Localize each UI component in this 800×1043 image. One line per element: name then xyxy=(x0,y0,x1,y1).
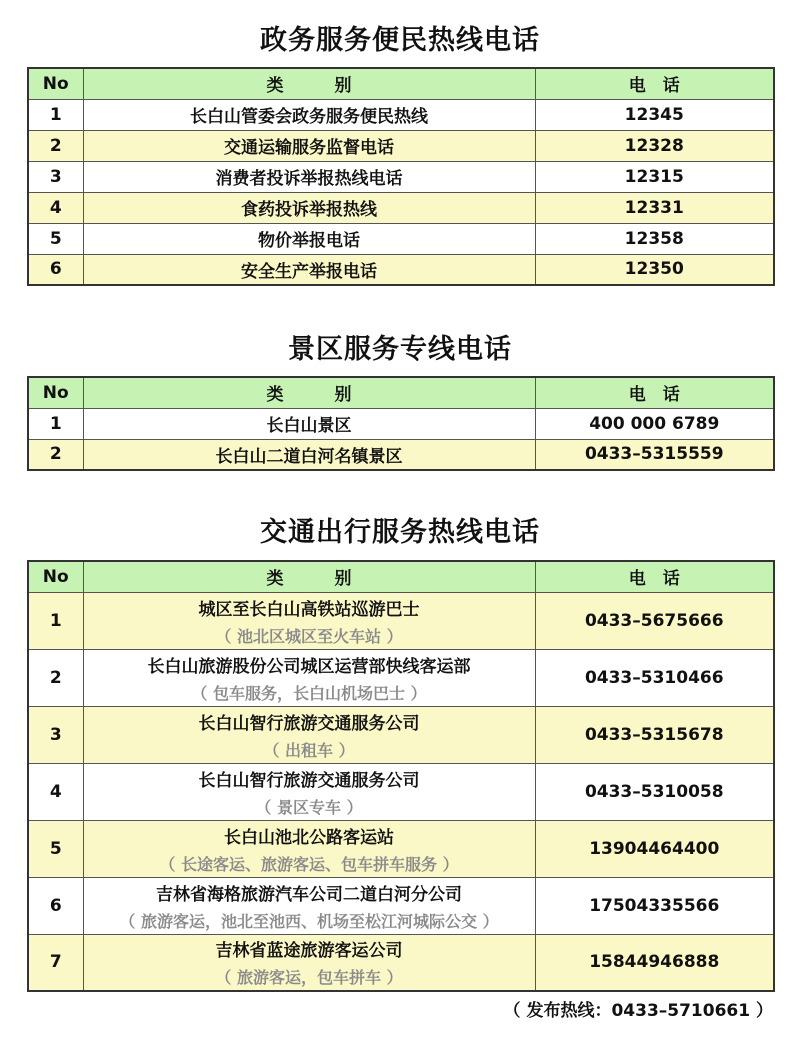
row-category-note: （ 旅游客运，池北至池西、机场至松江河城际公交 ） xyxy=(119,911,499,931)
row-phone[interactable]: 0433–5315559 xyxy=(535,439,774,470)
row-category: 安全生产举报电话 xyxy=(83,254,535,285)
row-number: 7 xyxy=(28,934,83,991)
row-phone[interactable]: 0433–5310058 xyxy=(535,763,774,820)
table-row xyxy=(28,877,774,934)
row-category-name: 吉林省蓝途旅游客运公司 xyxy=(215,941,403,962)
row-number: 1 xyxy=(28,408,83,439)
row-category xyxy=(83,649,535,706)
header-category: 类 别 xyxy=(83,68,535,99)
row-category xyxy=(83,592,535,649)
row-phone[interactable]: 12345 xyxy=(535,99,774,130)
row-number: 3 xyxy=(28,161,83,192)
table-row xyxy=(28,934,774,991)
row-number: 5 xyxy=(28,820,83,877)
row-category-note: （ 出租车 ） xyxy=(263,740,355,760)
row-category-name: 长白山智行旅游交通服务公司 xyxy=(198,770,420,791)
row-category-name: 吉林省海格旅游汽车公司二道白河分公司 xyxy=(156,884,462,905)
row-phone[interactable]: 12328 xyxy=(535,130,774,161)
row-number: 2 xyxy=(28,649,83,706)
header-phone: 电 话 xyxy=(535,68,774,99)
table-row xyxy=(28,439,774,470)
row-phone[interactable]: 12315 xyxy=(535,161,774,192)
table-row xyxy=(28,192,774,223)
row-phone[interactable]: 0433–5675666 xyxy=(535,592,774,649)
section-title-government-hotlines: 政务服务便民热线电话 xyxy=(260,25,540,56)
header-phone: 电 话 xyxy=(535,377,774,408)
section-title-scenic-hotlines: 景区服务专线电话 xyxy=(288,334,512,365)
table-row xyxy=(28,161,774,192)
row-category-note: （ 景区专车 ） xyxy=(255,797,363,817)
transport-hotlines-table xyxy=(27,560,775,992)
header-phone: 电 话 xyxy=(535,561,774,592)
header-category: 类 别 xyxy=(83,561,535,592)
row-category xyxy=(83,877,535,934)
table-row xyxy=(28,254,774,285)
row-category-name: 长白山智行旅游交通服务公司 xyxy=(198,713,420,734)
row-category xyxy=(83,934,535,991)
row-number: 4 xyxy=(28,192,83,223)
header-no: No xyxy=(28,561,83,592)
header-category: 类 别 xyxy=(83,377,535,408)
table-row xyxy=(28,763,774,820)
row-number: 1 xyxy=(28,99,83,130)
row-number: 5 xyxy=(28,223,83,254)
row-category-note: （ 池北区城区至火车站 ） xyxy=(215,626,403,646)
row-phone[interactable]: 13904464400 xyxy=(535,820,774,877)
row-category: 长白山景区 xyxy=(83,408,535,439)
row-number: 2 xyxy=(28,439,83,470)
row-phone[interactable]: 12350 xyxy=(535,254,774,285)
row-category-note: （ 包车服务，长白山机场巴士 ） xyxy=(191,683,427,703)
row-category-name: 长白山池北公路客运站 xyxy=(224,827,394,848)
row-category: 交通运输服务监督电话 xyxy=(83,130,535,161)
row-phone[interactable]: 15844946888 xyxy=(535,934,774,991)
row-category: 长白山二道白河名镇景区 xyxy=(83,439,535,470)
table-row xyxy=(28,99,774,130)
row-category xyxy=(83,706,535,763)
table-row xyxy=(28,223,774,254)
row-number: 3 xyxy=(28,706,83,763)
row-category: 物价举报电话 xyxy=(83,223,535,254)
table-row xyxy=(28,820,774,877)
row-category-name: 城区至长白山高铁站巡游巴士 xyxy=(198,599,420,620)
row-category: 消费者投诉举报热线电话 xyxy=(83,161,535,192)
row-category: 长白山管委会政务服务便民热线 xyxy=(83,99,535,130)
table-row xyxy=(28,706,774,763)
row-phone[interactable]: 12358 xyxy=(535,223,774,254)
table-row xyxy=(28,408,774,439)
scenic-hotlines-table xyxy=(27,376,775,471)
row-category-note: （ 长途客运、旅游客运、包车拼车服务 ） xyxy=(159,854,459,874)
table-row xyxy=(28,130,774,161)
row-number: 6 xyxy=(28,877,83,934)
header-no: No xyxy=(28,68,83,99)
header-no: No xyxy=(28,377,83,408)
row-phone[interactable]: 12331 xyxy=(535,192,774,223)
government-hotlines-table xyxy=(27,67,775,286)
row-phone[interactable]: 0433–5315678 xyxy=(535,706,774,763)
row-category xyxy=(83,820,535,877)
table-row xyxy=(28,592,774,649)
row-phone[interactable]: 0433–5310466 xyxy=(535,649,774,706)
row-number: 1 xyxy=(28,592,83,649)
row-category-note: （ 旅游客运，包车拼车 ） xyxy=(215,968,403,988)
section-title-transport-hotlines: 交通出行服务热线电话 xyxy=(260,517,540,548)
row-number: 2 xyxy=(28,130,83,161)
release-hotline-footer: （ 发布热线：0433–5710661 ） xyxy=(503,1001,773,1021)
row-number: 6 xyxy=(28,254,83,285)
table-row xyxy=(28,649,774,706)
row-category-name: 长白山旅游股份公司城区运营部快线客运部 xyxy=(147,656,471,677)
row-category: 食药投诉举报热线 xyxy=(83,192,535,223)
row-category xyxy=(83,763,535,820)
row-number: 4 xyxy=(28,763,83,820)
row-phone[interactable]: 400 000 6789 xyxy=(535,408,774,439)
row-phone[interactable]: 17504335566 xyxy=(535,877,774,934)
